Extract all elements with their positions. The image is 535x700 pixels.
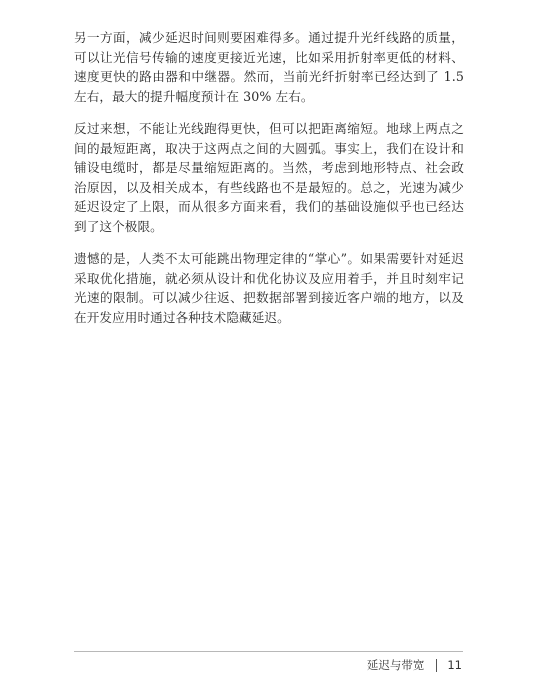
running-chapter-title: 延迟与带宽 (366, 658, 425, 672)
footer-separator (436, 659, 437, 672)
paragraph-3: 遗憾的是，人类不太可能跳出物理定律的“掌心”。如果需要针对延迟采取优化措施，就必须从设计和优化协议及应用着手，并且时刻牢记光速的限制。可以减少往返、把数据部署到接近客户端的地方，以及在开发应用时通过各种技术隐藏延迟。 (74, 251, 464, 325)
page-body (74, 28, 464, 340)
paragraph-2: 反过来想，不能让光线跑得更快，但可以把距离缩短。地球上两点之间的最短距离，取决于这两点之间的大圆弧。事实上，我们在设计和铺设电缆时，都是尽量缩短距离的。当然，考虑到地形特点、社会政治原因，以及相关成本，有些线路也不是最短的。总之，光速为减少延迟设定了上限，而从很多方面来看，我们的基础设施似乎也已经达到了这个极限。 (74, 121, 464, 234)
page-number: 11 (447, 658, 462, 672)
page-footer (367, 657, 462, 673)
footer-divider (74, 651, 463, 652)
paragraph-1: 另一方面，减少延迟时间则要困难得多。通过提升光纤线路的质量，可以让光信号传输的速度更接近光速，比如采用折射率更低的材料、速度更快的路由器和中继器。然而，当前光纤折射率已经达到了 1.5 左右，最大的提升幅度预计在 30% 左右。 (74, 30, 464, 104)
